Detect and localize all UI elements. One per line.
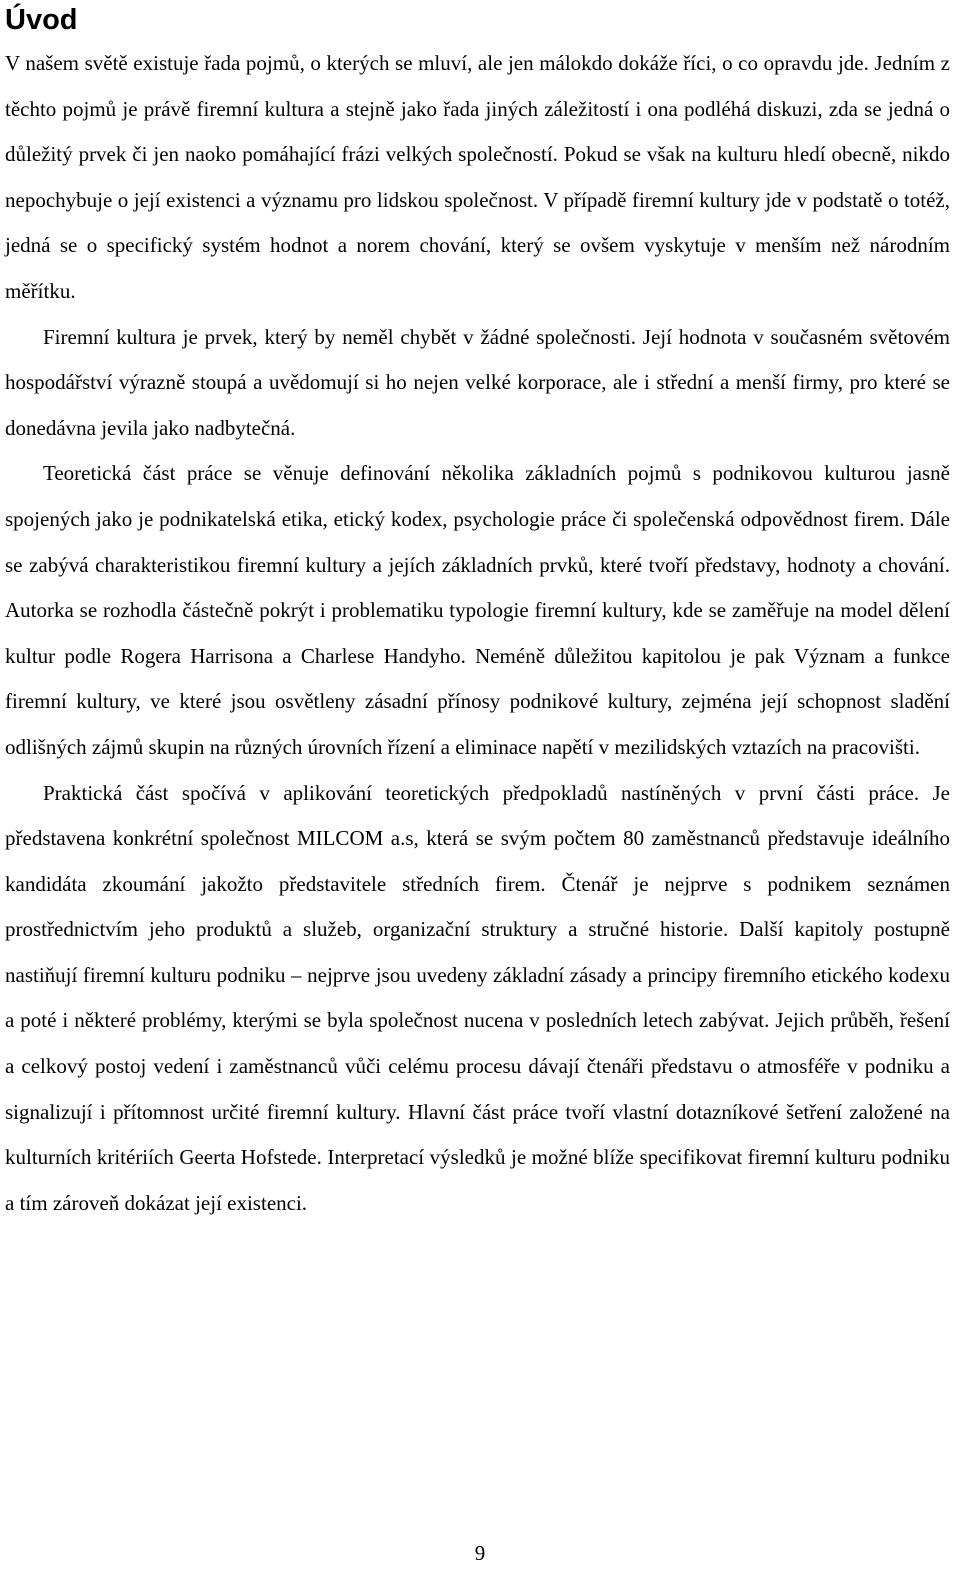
document-page [5, 0, 950, 1226]
page-number: 9 [474, 1541, 486, 1565]
section-heading: Úvod [5, 4, 78, 36]
paragraph-prakticka-cast: Praktická část spočívá v aplikování teoretických předpokladů nastíněných v první části práce. Je představena konkrétní společnost MILCOM a.s, která se svým počtem 80 zaměstnanců představuje ideálního kandidáta zkoumání jakožto představitele středních firem. Čtenář je nejprve s podnikem seznámen prostřednictvím jeho produktů a služeb, organizační struktury a stručné historie. Další kapitoly postupně nastiňují firemní kulturu podniku – nejprve jsou uvedeny základní zásady a principy firemního etického kodexu a poté i některé problémy, kterými se byla společnost nucena v posledních letech zabývat. Jejich průběh, řešení a celkový postoj vedení i zaměstnanců vůči celému procesu dávají čtenáři představu o atmosféře v podniku a signalizují i přítomnost určité firemní kultury. Hlavní část práce tvoří vlastní dotazníkové šetření založené na kulturních kritériích Geerta Hofstede. Interpretací výsledků je možné blíže specifikovat firemní kulturu podniku a tím zároveň dokázat její existenci. [5, 780, 950, 1215]
paragraph-firemni-kultura: Firemní kultura je prvek, který by neměl chybět v žádné společnosti. Její hodnota v současném světovém hospodářství výrazně stoupá a uvědomují si ho nejen velké korporace, ale i střední a menší firmy, pro které se donedávna jevila jako nadbytečná. [5, 324, 950, 440]
paragraph-teoreticka-cast: Teoretická část práce se věnuje definování několika základních pojmů s podnikovou kulturou jasně spojených jako je podnikatelská etika, etický kodex, psychologie práce či společenská odpovědnost firem. Dále se zabývá charakteristikou firemní kultury a jejích základních prvků, které tvoří představy, hodnoty a chování. Autorka se rozhodla částečně pokrýt i problematiku typologie firemní kultury, kde se zaměřuje na model dělení kultur podle Rogera Harrisona a Charlese Handyho. Neméně důležitou kapitolou je pak Význam a funkce firemní kultury, ve které jsou osvětleny zásadní přínosy podnikové kultury, zejména její schopnost sladění odlišných zájmů skupin na různých úrovních řízení a eliminace napětí v mezilidských vztazích na pracovišti. [5, 461, 950, 759]
paragraph-intro: V našem světě existuje řada pojmů, o kterých se mluví, ale jen málokdo dokáže říci, o co opravdu jde. Jedním z těchto pojmů je právě firemní kultura a stejně jako řada jiných záležitostí i ona podléhá diskuzi, zda se jedná o důležitý prvek či jen naoko pomáhající frázi velkých společností. Pokud se však na kulturu hledí obecně, nikdo nepochybuje o její existenci a významu pro lidskou společnost. V případě firemní kultury jde v podstatě o totéž, jedná se o specifický systém hodnot a norem chování, který se ovšem vyskytuje v menším než národním měřítku. [5, 51, 950, 303]
